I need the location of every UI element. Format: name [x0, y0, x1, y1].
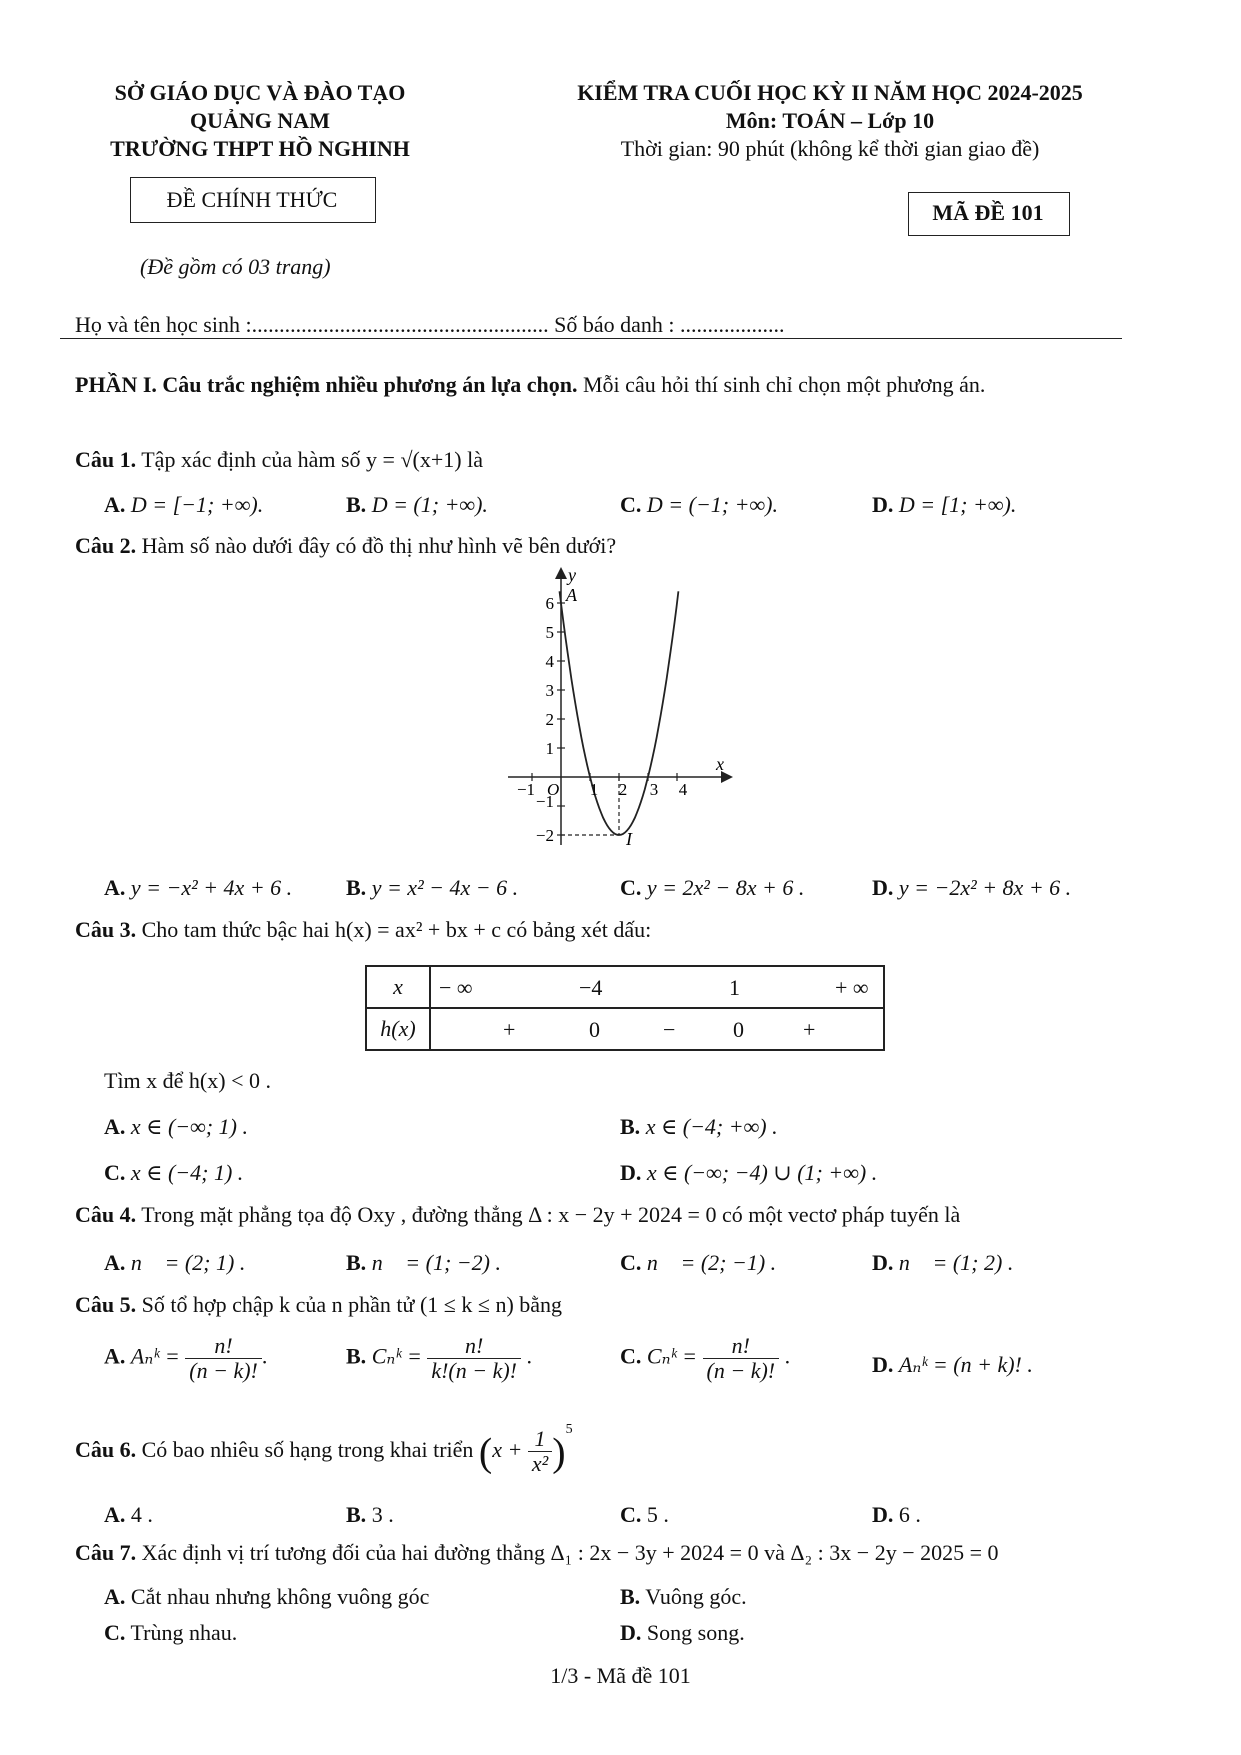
header-dept: SỞ GIÁO DỤC VÀ ĐÀO TẠO	[114, 80, 406, 105]
point-a-label: A	[566, 585, 577, 605]
q5-option-a: A. Aₙᵏ = $\frac{n!}{(n - k)!}$ .	[104, 1333, 268, 1384]
q3-option-a: A. x ∈ (−∞; 1) .	[104, 1114, 248, 1139]
q7-option-c: C. Trùng nhau.	[104, 1620, 238, 1645]
q5-option-b: B. Cₙᵏ = $\frac{n!}{k!(n - k)!}$ .	[346, 1333, 532, 1384]
sign-table-h-row	[430, 1008, 884, 1050]
question-7: Câu 7. Xác định vị trí tương đối của hai đường thẳng Δ₁ : 2x − 3y + 2024 = 0 và Δ₂ : 3x − 2y − 2025 = 0	[75, 1540, 999, 1565]
sign-1: +	[503, 1017, 516, 1042]
sign-5: +	[803, 1017, 816, 1042]
x-plus-inf: + ∞	[835, 975, 869, 1000]
y-tick-5: 5	[545, 623, 554, 642]
q1-option-a: A. D = [−1; +∞).	[104, 492, 264, 517]
q3-option-b: B. x ∈ (−4; +∞) .	[620, 1114, 778, 1139]
part1-title: PHẦN I. Câu trắc nghiệm nhiều phương án lựa chọn. Mỗi câu hỏi thí sinh chỉ chọn một phương án.	[75, 372, 986, 397]
exam-time: Thời gian: 90 phút (không kể thời gian giao đề)	[620, 136, 1040, 161]
exam-title: KIỂM TRA CUỐI HỌC KỲ II NĂM HỌC 2024-2025	[577, 80, 1083, 105]
page-footer: 1/3 - Mã đề 101	[550, 1663, 691, 1688]
q2-option-b: B. y = x² − 4x − 6 .	[346, 875, 519, 900]
x-axis-label: x	[716, 754, 724, 774]
q7-option-a: A. Cắt nhau nhưng không vuông góc	[104, 1584, 430, 1609]
header-school: TRƯỜNG THPT HỒ NGHINH	[110, 136, 410, 161]
y-tick-6: 6	[545, 594, 554, 613]
sign-table	[365, 965, 885, 1051]
official-label: ĐỀ CHÍNH THỨC	[166, 187, 338, 212]
q4-option-d: D. n⃗ = (1; 2) .	[872, 1250, 1014, 1275]
q5-option-d: D. Aₙᵏ = (n + k)! .	[872, 1352, 1033, 1377]
x-tick-2: 2	[618, 780, 628, 799]
q4-option-b: B. n⃗ = (1; −2) .	[346, 1250, 501, 1275]
y-tick-2: 2	[545, 710, 554, 729]
point-i-label: I	[626, 829, 632, 849]
header-divider	[60, 338, 1122, 339]
q6-option-c: C. 5 .	[620, 1502, 669, 1527]
q1-option-b: B. D = (1; +∞).	[346, 492, 488, 517]
sign-table-x-row	[430, 966, 884, 1008]
q3-option-c: C. x ∈ (−4; 1) .	[104, 1160, 244, 1185]
question-2: Câu 2. Hàm số nào dưới đây có đồ thị như hình vẽ bên dưới?	[75, 533, 617, 558]
question-1: Câu 1. Tập xác định của hàm số y = √(x+1) là	[75, 447, 483, 472]
q2-option-c: C. y = 2x² − 8x + 6 .	[620, 875, 805, 900]
q2-option-a: A. y = −x² + 4x + 6 .	[104, 875, 293, 900]
q6-option-a: A. 4 .	[104, 1502, 153, 1527]
sign-4: 0	[733, 1017, 744, 1042]
y-tick-neg2: −2	[535, 826, 554, 845]
question-4: Câu 4. Trong mặt phẳng tọa độ Oxy , đường thẳng Δ : x − 2y + 2024 = 0 có một vectơ pháp tuyến là	[75, 1202, 961, 1227]
y-tick-1: 1	[545, 739, 554, 758]
sign-3: −	[663, 1017, 676, 1042]
sign-table-x-header: x	[366, 966, 430, 1008]
exam-code: MÃ ĐỀ 101	[932, 200, 1044, 225]
q5-option-c: C. Cₙᵏ = $\frac{n!}{(n - k)!}$ .	[620, 1333, 791, 1384]
question-6: Câu 6. Có bao nhiêu số hạng trong khai triển (x + $\frac{1}{\text{x²}}$ )$^5$	[75, 1422, 573, 1477]
exam-subject: Môn: TOÁN – Lớp 10	[725, 108, 935, 133]
question-3: Câu 3. Cho tam thức bậc hai h(x) = ax² + bx + c có bảng xét dấu:	[75, 917, 652, 942]
q3-find: Tìm x để h(x) < 0 .	[104, 1068, 271, 1093]
q4-option-a: A. n⃗ = (2; 1) .	[104, 1250, 246, 1275]
q2-option-d: D. y = −2x² + 8x + 6 .	[872, 875, 1072, 900]
q6-option-d: D. 6 .	[872, 1502, 921, 1527]
x-tick-1: 1	[589, 780, 599, 799]
q1-option-c: C. D = (−1; +∞).	[620, 492, 778, 517]
x-tick-neg1: −1	[516, 780, 536, 799]
y-tick-4: 4	[545, 652, 554, 671]
x-root-2: 1	[729, 975, 740, 1000]
y-tick-neg1: −1	[535, 792, 554, 811]
student-info-line: Họ và tên học sinh :...................................................... Số báo danh : ...................	[75, 312, 785, 337]
origin-label: O	[547, 780, 560, 799]
header-province: QUẢNG NAM	[190, 108, 330, 133]
question-5: Câu 5. Số tổ hợp chập k của n phần tử (1 ≤ k ≤ n) bằng	[75, 1292, 563, 1317]
sign-table-h-header: h(x)	[366, 1008, 430, 1050]
x-tick-4: 4	[678, 780, 688, 799]
q3-option-d: D. x ∈ (−∞; −4) ∪ (1; +∞) .	[620, 1160, 878, 1185]
q7-option-b: B. Vuông góc.	[620, 1584, 747, 1609]
q6-option-b: B. 3 .	[346, 1502, 394, 1527]
x-tick-3: 3	[649, 780, 659, 799]
q7-option-d: D. Song song.	[620, 1620, 745, 1645]
q1-option-d: D. D = [1; +∞).	[872, 492, 1017, 517]
x-root-1: −4	[579, 975, 603, 1000]
q4-option-c: C. n⃗ = (2; −1) .	[620, 1250, 777, 1275]
y-axis-label: y	[568, 565, 576, 585]
y-tick-3: 3	[545, 681, 554, 700]
pages-note: (Đề gồm có 03 trang)	[140, 254, 331, 279]
x-minus-inf: − ∞	[439, 975, 473, 1000]
sign-2: 0	[589, 1017, 600, 1042]
parabola-graph	[490, 565, 740, 855]
